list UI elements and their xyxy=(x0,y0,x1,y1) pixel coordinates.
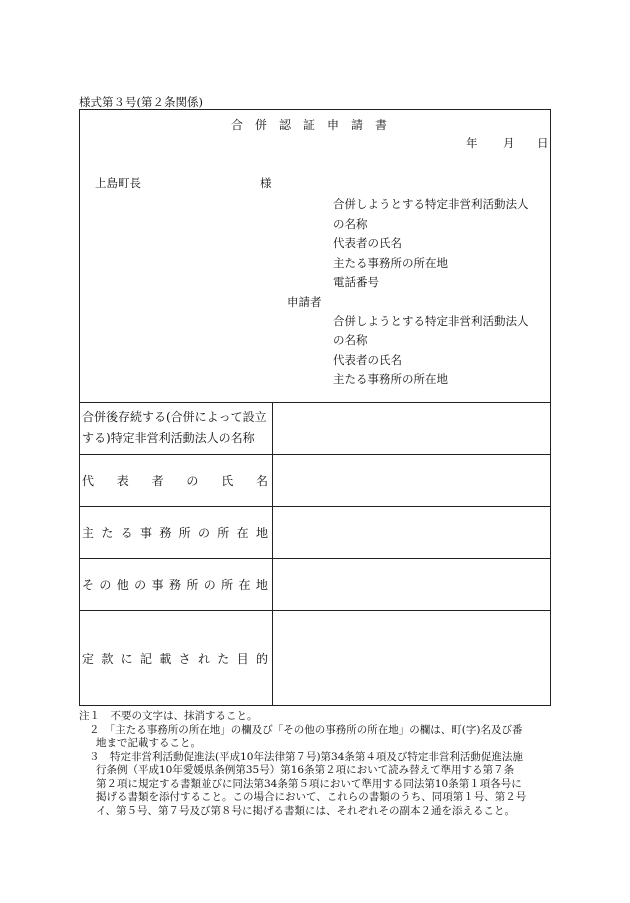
page-title: 合併認証申請書 xyxy=(230,118,399,132)
applicant2-representative-label: 代表者の氏名 xyxy=(333,353,402,367)
other-office-address-label: そ の 他 の 事 務 所 の 所 在 地 xyxy=(82,578,268,592)
applicant1-representative-label: 代表者の氏名 xyxy=(333,236,402,250)
date-month-label: 月 xyxy=(503,136,515,150)
representative-name-field[interactable] xyxy=(273,455,550,506)
articles-purpose-label: 定 款 に 記 載 さ れ た 目 的 xyxy=(82,652,268,666)
addressee-honorific: 様 xyxy=(260,176,272,190)
applicant1-office-address-label: 主たる事務所の所在地 xyxy=(333,256,448,270)
representative-name-label: 代 表 者 の 氏 名 xyxy=(82,474,268,488)
addressee: 上島町長 xyxy=(95,176,141,190)
note-3-cont: イ、第５号、第７号及び第８号に掲げる書類には、それぞれその副本２通を添えること。 xyxy=(96,805,516,817)
applicant-mark: 申請者 xyxy=(287,295,322,309)
applicant2-corp-name-label-cont: の名称 xyxy=(333,333,368,347)
applicant1-phone-label: 電話番号 xyxy=(333,275,379,289)
note-2-cont: 地まで記載すること。 xyxy=(96,737,201,749)
other-office-address-field[interactable] xyxy=(273,559,550,610)
date-day-label: 日 xyxy=(537,136,549,150)
note-3-cont: 掲げる書類を添付すること。この場合において、これらの書類のうち、同項第１号、第２号 xyxy=(96,791,527,803)
main-office-address-field[interactable] xyxy=(273,507,550,558)
applicant1-corp-name-label: 合併しようとする特定非営利活動法人 xyxy=(333,197,529,211)
merged-corp-name-label-line1: 合併後存続する(合併によって設立 xyxy=(82,410,267,424)
main-office-address-label: 主 た る 事 務 所 の 所 在 地 xyxy=(82,526,268,540)
articles-purpose-field[interactable] xyxy=(273,611,550,705)
merged-corp-name-field[interactable] xyxy=(273,403,550,454)
note-3-cont: 行条例（平成10年愛媛県条例第35号）第16条第２項において読み替えて準用する第７条 xyxy=(96,764,515,776)
note-3: ３ 特定非営利活動促進法(平成10年法律第７号)第34条第４項及び特定非営利活動促進法施 xyxy=(89,751,523,763)
merged-corp-name-label-line2: する)特定非営利活動法人の名称 xyxy=(82,431,255,445)
applicant2-corp-name-label: 合併しようとする特定非営利活動法人 xyxy=(333,314,529,328)
note-1: 注１ 不要の文字は、抹消すること。 xyxy=(79,710,258,722)
note-3-cont: 第２項に規定する書類並びに同法第34条第５項において準用する同法第10条第１項各号に xyxy=(96,778,522,790)
merged-corp-name-label xyxy=(82,407,268,449)
date-year-label: 年 xyxy=(466,136,478,150)
applicant2-office-address-label: 主たる事務所の所在地 xyxy=(333,372,448,386)
form-number-label: 様式第３号(第２条関係) xyxy=(79,95,203,109)
note-2: ２ 「主たる事務所の所在地」の欄及び「その他の事務所の所在地」の欄は、町(字)名及び番 xyxy=(89,724,523,736)
applicant1-corp-name-label-cont: の名称 xyxy=(333,217,368,231)
